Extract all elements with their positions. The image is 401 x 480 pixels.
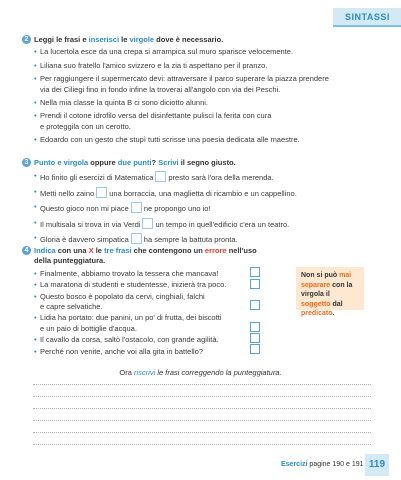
- answer-checkbox[interactable]: [250, 267, 260, 277]
- exercise-3-list: [34, 171, 377, 245]
- answer-blank[interactable]: [131, 233, 142, 244]
- answer-line[interactable]: [33, 408, 371, 409]
- answer-blank[interactable]: [155, 171, 166, 182]
- list-item: • La lucertola esce da una crepa si arrampica sul muro sparisce velocemente.: [34, 47, 377, 57]
- exercise-3-title: 3 Punto e virgola oppure due punti? Scrivi il segno giusto.: [34, 158, 377, 168]
- exercise-number-badge: 4: [22, 246, 31, 255]
- list-item: • Prendi il cotone idrofilo versa del disinfettante pulisci la ferita con cura e proteggila con un cerotto.: [34, 111, 377, 132]
- footer-reference: Esercizi pagine 190 e 191: [281, 461, 364, 468]
- section-tab: SINTASSI: [333, 8, 401, 25]
- list-item: • Gloria è davvero simpatica ha sempre la battuta pronta.: [34, 233, 377, 245]
- answer-line[interactable]: [33, 396, 371, 397]
- list-item: • Questo gioco non mi piace ne propongo uno io!: [34, 202, 377, 214]
- answer-line[interactable]: [33, 432, 371, 433]
- list-item: • Il cavallo da corsa, saltò l'ostacolo, con grande agilità.: [34, 335, 377, 345]
- answer-blank[interactable]: [142, 218, 153, 229]
- exercise-2: [24, 35, 377, 146]
- list-item: • Edoardo con un gesto che stupì tutti scrisse una poesia dedicata alle maestre.: [34, 135, 377, 145]
- list-item: • Liliana suo fratello l'amico svizzero e la zia ti aspettano per il pranzo.: [34, 61, 377, 71]
- grammar-note: Non si può mai separare con la virgola il soggetto dal predicato.: [296, 267, 364, 310]
- exercise-2-title: 2 Leggi le frasi e inserisci le virgole dove è necessario.: [34, 35, 377, 45]
- answer-checkbox[interactable]: [250, 333, 260, 343]
- answer-checkbox[interactable]: [250, 300, 260, 310]
- list-item: • Finalmente, abbiamo trovato la tessera che mancava!: [34, 269, 377, 279]
- exercise-number-badge: 2: [22, 35, 31, 44]
- answer-blank[interactable]: [96, 187, 107, 198]
- list-item: • Ho finito gli esercizi di Matematica presto sarà l'ora della merenda.: [34, 171, 377, 183]
- answer-checkbox[interactable]: [250, 322, 260, 332]
- list-item: • Per raggiungere il supermercato devi: attraversare il parco superare la piazza prendere via dei Ciliegi fino in fondo infine la troverai all'angolo con via dei Peschi.: [34, 74, 377, 95]
- list-item: • Il multisala si trova in via Verdi un tempo in quell'edificio c'era un teatro.: [34, 218, 377, 230]
- exercise-number-badge: 3: [22, 158, 31, 167]
- exercise-3: [24, 158, 377, 245]
- list-item: • Nella mia classe la quinta B ci sono diciotto alunni.: [34, 98, 377, 108]
- exercise-4-title: 4 Indica con una X le tre frasi che contengono un errore nell'uso della punteggiatura.: [34, 246, 377, 267]
- list-item: • La maratona di studenti e studentesse, inizierà tra poco.: [34, 280, 377, 290]
- answer-blank[interactable]: [131, 202, 142, 213]
- list-item: • Lidia ha portato: due panini, un po' di frutta, dei biscotti e un paio di bottiglie d'acqua.: [34, 313, 377, 334]
- list-item: • Metti nello zaino una borraccia, una maglietta di ricambio e un cappellino.: [34, 187, 377, 199]
- page-number: 119: [365, 454, 389, 476]
- list-item: • Perché non venite, anche voi alla gita in battello?: [34, 347, 377, 357]
- answer-line[interactable]: [33, 444, 371, 445]
- answer-line[interactable]: [33, 420, 371, 421]
- list-item: • Questo bosco è popolato da cervi, cinghiali, falchi e capre selvatiche.: [34, 292, 377, 313]
- exercise-2-list: [34, 47, 377, 145]
- answer-checkbox[interactable]: [250, 344, 260, 354]
- rewrite-instruction: Ora riscrivi le frasi correggendo la punteggiatura.: [119, 368, 282, 377]
- answer-checkbox[interactable]: [250, 279, 260, 289]
- answer-line[interactable]: [33, 384, 371, 385]
